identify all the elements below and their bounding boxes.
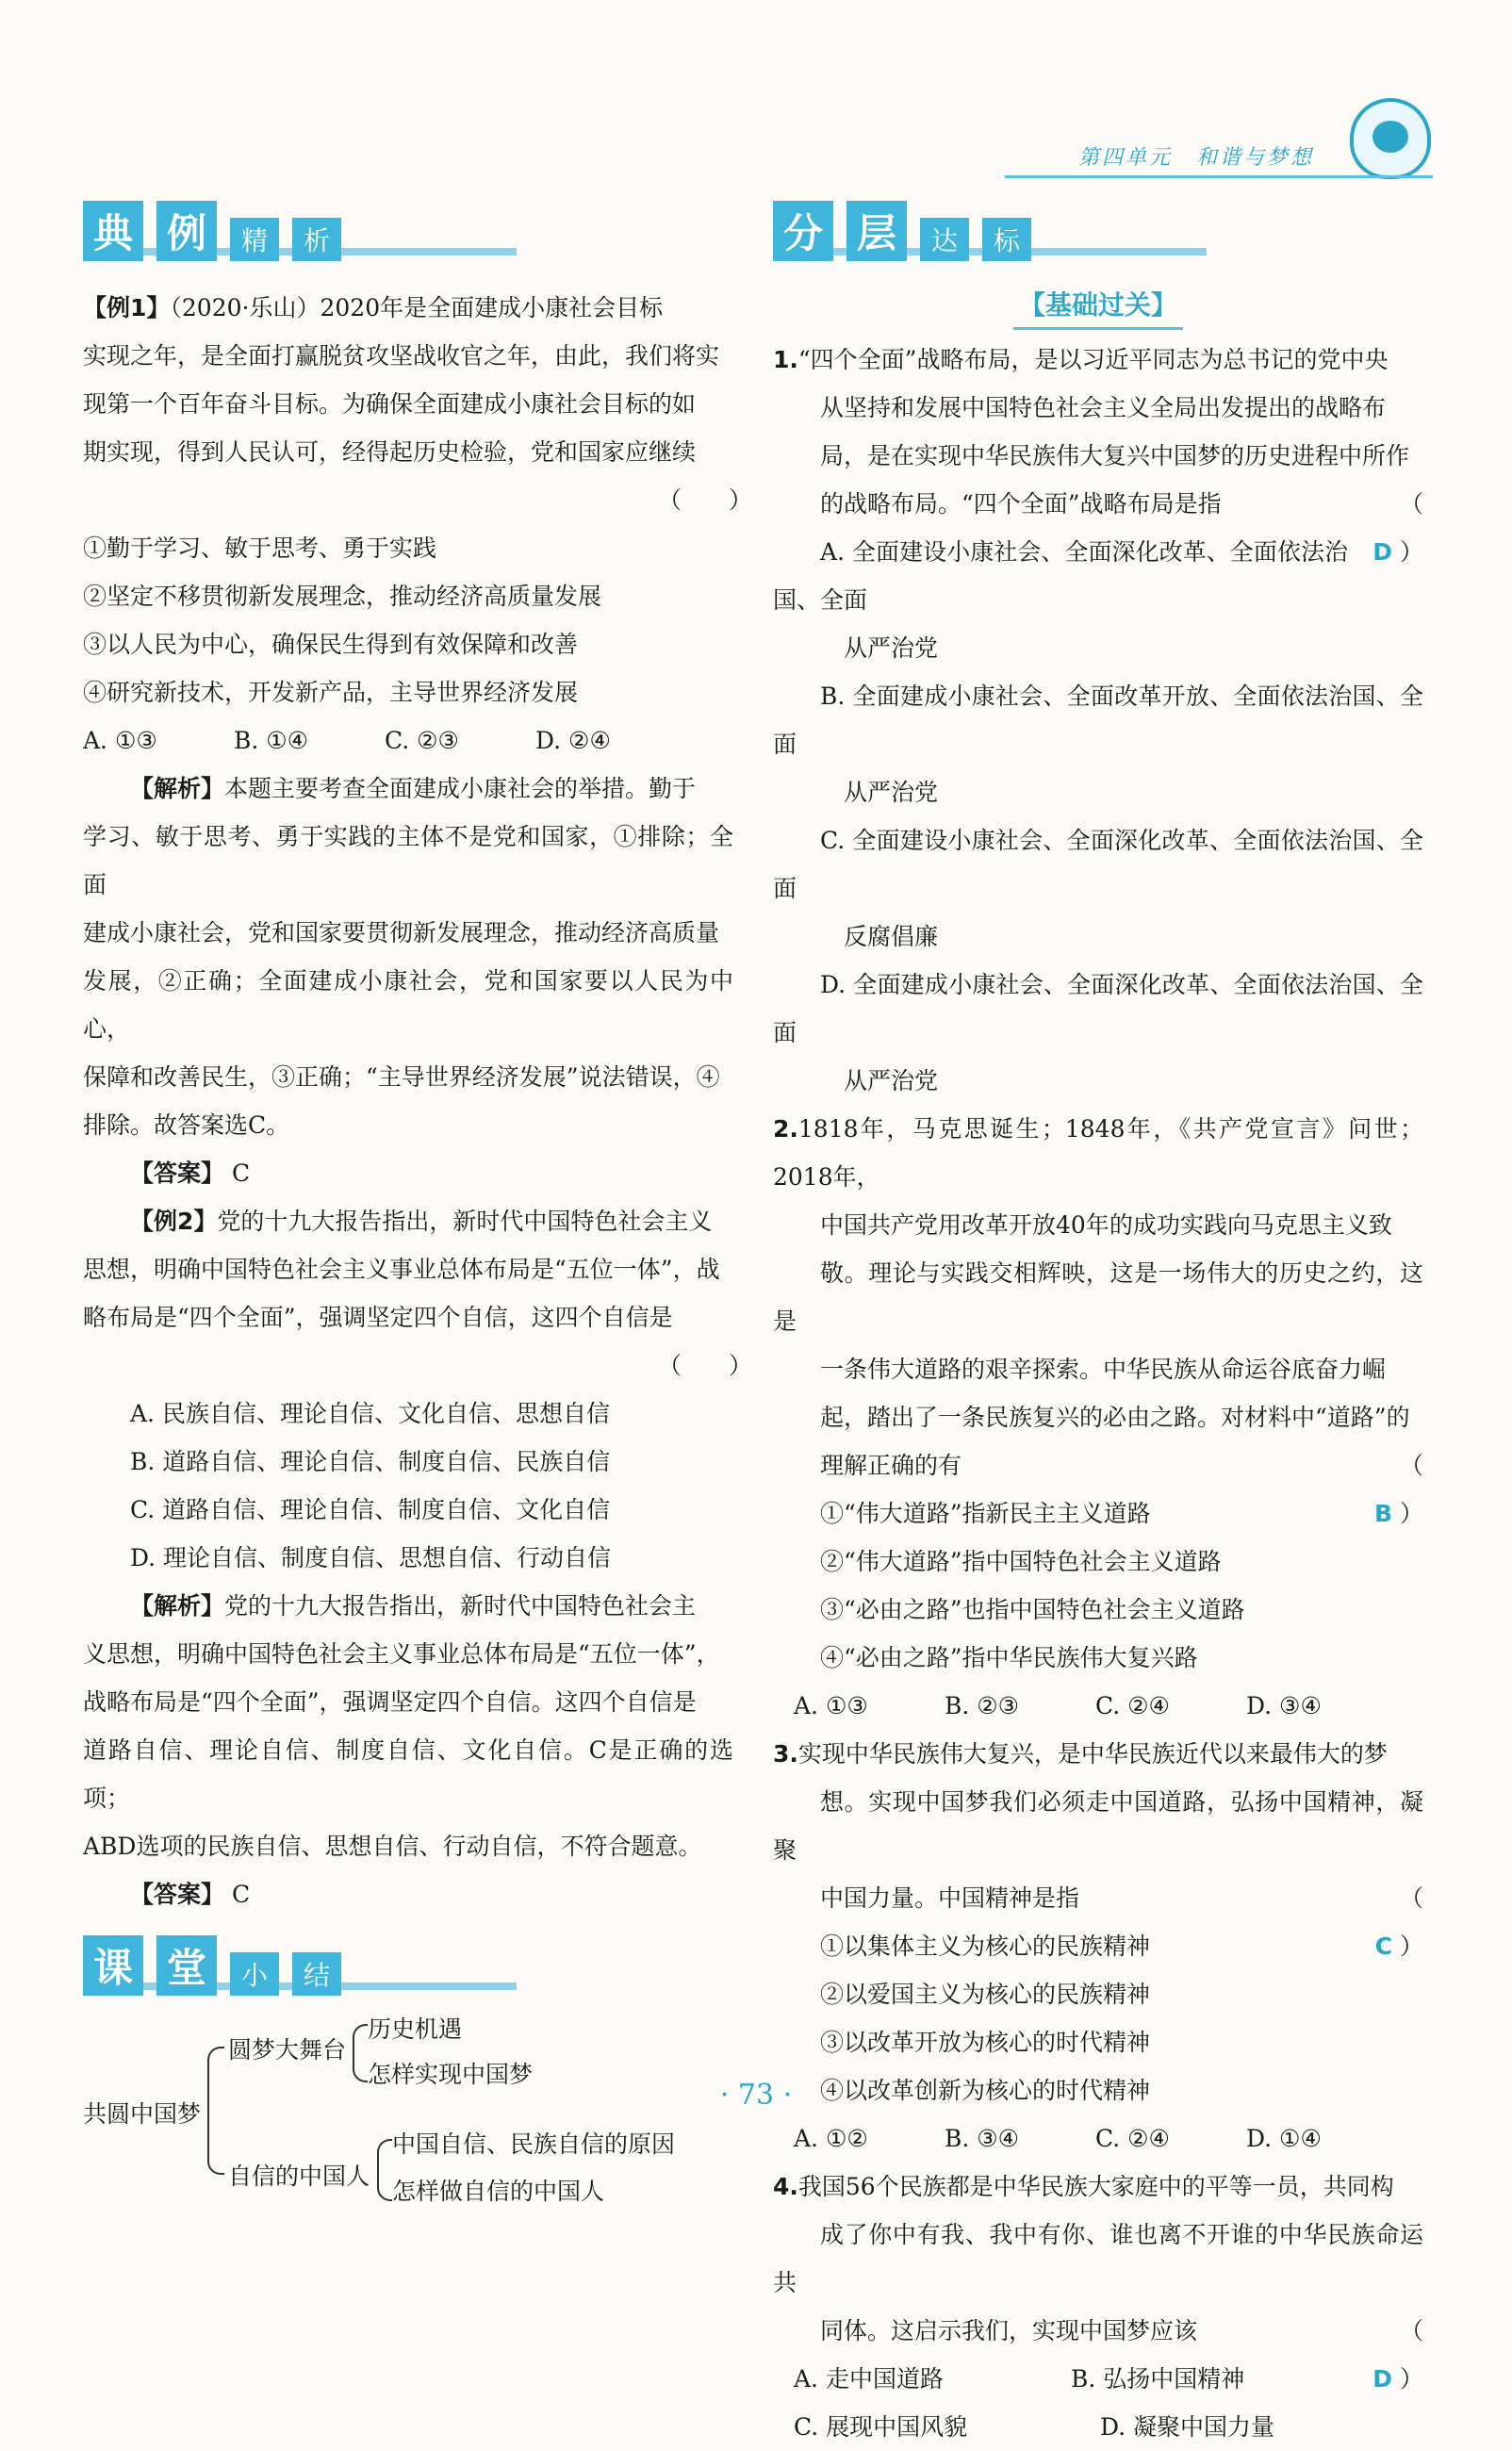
statement-item: ②“伟大道路”指中国特色社会主义道路: [820, 1548, 1222, 1575]
statement-item: ④研究新技术，开发新产品，主导世界经济发展: [83, 679, 579, 706]
analysis: 【解析】党的十九大报告指出，新时代中国特色社会主: [130, 1592, 697, 1620]
summary-leaf: 历史机遇: [368, 2015, 463, 2043]
analysis-line: ABD选项的民族自信、思想自信、行动自信，不符合题意。: [83, 1833, 702, 1860]
answer-paren: （ ）: [658, 486, 753, 514]
question-line: （ C ） 中国力量。中国精神是指: [820, 1884, 1423, 1960]
option: D. ②④: [535, 727, 611, 754]
statement-item: ④以改革创新为核心的时代精神: [820, 2077, 1151, 2104]
analysis-line: 建成小康社会，党和国家要贯彻新发展理念，推动经济高质量: [83, 919, 720, 946]
analysis-line: 战略布局是“四个全面”，强调坚定四个自信。这四个自信是: [83, 1688, 697, 1716]
summary-leaf: 怎样实现中国梦: [368, 2061, 534, 2088]
option: D. ③④: [1246, 1692, 1322, 1719]
question-line: 一条伟大道路的艰辛探索。中华民族从命运谷底奋力崛: [820, 1356, 1387, 1383]
option: B. 弘扬中国精神: [1071, 2365, 1245, 2393]
banner-char: 例: [156, 201, 217, 261]
banner-char: 小: [230, 1952, 279, 1996]
option: B. ②③: [945, 1692, 1020, 1719]
example-1-line: 实现之年，是全面打赢脱贫攻坚战收官之年，由此，我们将实: [83, 342, 720, 370]
banner-char: 层: [846, 201, 907, 261]
page-number: · 73 ·: [719, 2079, 793, 2112]
summary-branch: 圆梦大舞台: [228, 2036, 347, 2064]
option: C. 展现中国风貌: [794, 2413, 968, 2441]
example-2-line: 思想，明确中国特色社会主义事业总体布局是“五位一体”，战: [83, 1256, 720, 1283]
statement-item: ④“必由之路”指中华民族伟大复兴路: [820, 1644, 1198, 1671]
analysis-line: 义思想，明确中国特色社会主义事业总体布局是“五位一体”，: [83, 1640, 720, 1668]
analysis: 【解析】本题主要考查全面建成小康社会的举措。勤于: [130, 775, 697, 802]
statement-item: ①勤于学习、敏于思考、勇于实践: [83, 535, 437, 562]
question-2: 2.1818年，马克思诞生；1848年，《共产党宣言》问世；2018年，: [773, 1115, 1423, 1191]
question-line: 中国共产党用改革开放40年的成功实践向马克思主义致: [820, 1211, 1392, 1239]
statement-item: ③以改革开放为核心的时代精神: [820, 2029, 1151, 2056]
analysis-line: 发展，②正确；全面建成小康社会，党和国家要以人民为中心，: [83, 967, 733, 1043]
analysis-line: 学习、敏于思考、勇于实践的主体不是党和国家，①排除；全面: [83, 823, 733, 898]
banner-examples: [83, 193, 733, 261]
question-line: 敬。理论与实践交相辉映，这是一场伟大的历史之约，这是: [773, 1259, 1423, 1335]
option: C. 全面建设小康社会、全面深化改革、全面依法治国、全面: [773, 827, 1423, 902]
question-3-options: [773, 2114, 1423, 2163]
statement-item: ①以集体主义为核心的民族精神: [820, 1933, 1151, 1960]
answer-paren: （ ）: [658, 1352, 753, 1379]
banner-char: 典: [83, 201, 143, 261]
question-4-options: [773, 2355, 1348, 2403]
question-line: 从坚持和发展中国特色社会主义全局出发提出的战略布: [820, 394, 1387, 421]
banner-char: 结: [292, 1952, 341, 1996]
question-line: 成了你中有我、我中有你、谁也离不开谁的中华民族命运共: [773, 2221, 1423, 2296]
question-1: 1.“四个全面”战略布局，是以习近平同志为总书记的党中央: [773, 346, 1389, 373]
example-1-stem: 【例1】（2020·乐山）2020年是全面建成小康社会目标: [83, 294, 664, 321]
question-line: 想。实现中国梦我们必须走中国道路，弘扬中国精神，凝聚: [773, 1788, 1423, 1864]
school-emblem-icon: [1350, 98, 1431, 179]
statement-item: ②坚定不移贯彻新发展理念，推动经济高质量发展: [83, 583, 602, 610]
option: A. 走中国道路: [794, 2365, 944, 2393]
option: B. ①④: [234, 727, 309, 754]
option: A. ①②: [794, 2125, 868, 2152]
analysis-line: 保障和改善民生，③正确；“主导世界经济发展”说法错误，④: [83, 1063, 720, 1091]
option: D. 凝聚中国力量: [1100, 2413, 1275, 2441]
statement-item: ①“伟大道路”指新民主主义道路: [820, 1500, 1151, 1527]
banner-char: 课: [83, 1935, 143, 1996]
option: D. ①④: [1246, 2125, 1322, 2152]
option: C. ②③: [385, 727, 459, 754]
option: B. 道路自信、理论自信、制度自信、民族自信: [130, 1448, 611, 1475]
question-4-options: [773, 2403, 1423, 2451]
option: A. ①③: [794, 1692, 868, 1719]
question-2-options: [773, 1682, 1423, 1730]
question-line: （ D ） 同体。这启示我们，实现中国梦应该: [820, 2317, 1423, 2393]
banner-char: 标: [982, 218, 1031, 261]
summary-branch: 自信的中国人: [228, 2163, 370, 2190]
right-column: [773, 193, 1423, 2451]
option: 从严治党: [844, 634, 939, 662]
option: 反腐倡廉: [844, 923, 939, 950]
option: C. ②④: [1095, 2125, 1170, 2152]
banner-practice: [773, 193, 1423, 261]
example-1-line: 期实现，得到人民认可，经得起历史检验，党和国家应继续: [83, 438, 697, 466]
unit-title: 第四单元 和谐与梦想: [1077, 146, 1314, 170]
banner-char: 析: [292, 218, 341, 261]
option: A. ①③: [83, 727, 157, 754]
question-line: 起，踏出了一条民族复兴的必由之路。对材料中“道路”的: [820, 1404, 1410, 1431]
option: C. 道路自信、理论自信、制度自信、文化自信: [130, 1496, 611, 1523]
banner-summary: [83, 1928, 733, 1996]
statement-item: ③以人民为中心，确保民生得到有效保障和改善: [83, 631, 579, 658]
option: 从严治党: [844, 779, 939, 806]
option: A. 民族自信、理论自信、文化自信、思想自信: [130, 1400, 610, 1427]
section-heading: 【基础过关】: [773, 284, 1423, 330]
statement-item: ③“必由之路”也指中国特色社会主义道路: [820, 1596, 1245, 1623]
summary-root: 共圆中国梦: [83, 2100, 202, 2128]
answer: 【答案】 C: [130, 1160, 251, 1187]
example-1-line: 现第一个百年奋斗目标。为确保全面建成小康社会目标的如: [83, 390, 697, 418]
answer: 【答案】 C: [130, 1881, 251, 1908]
summary-diagram: [83, 2015, 733, 2226]
question-3: 3.实现中华民族伟大复兴，是中华民族近代以来最伟大的梦: [773, 1740, 1388, 1768]
option: D. 理论自信、制度自信、思想自信、行动自信: [130, 1544, 612, 1571]
banner-char: 堂: [156, 1935, 217, 1996]
option: B. 全面建成小康社会、全面改革开放、全面依法治国、全面: [773, 683, 1423, 758]
left-column: [83, 193, 753, 2226]
option: D. 全面建成小康社会、全面深化改革、全面依法治国、全面: [773, 971, 1423, 1046]
summary-leaf: 中国自信、民族自信的原因: [392, 2130, 676, 2158]
option: A. 全面建设小康社会、全面深化改革、全面依法治国、全面: [773, 538, 1348, 614]
example-1-options: [83, 716, 733, 765]
summary-leaf: 怎样做自信的中国人: [392, 2178, 605, 2205]
analysis-line: 道路自信、理论自信、制度自信、文化自信。C是正确的选项；: [83, 1736, 733, 1812]
question-line: （ D ） 的战略布局。“四个全面”战略布局是指: [820, 490, 1423, 566]
statement-item: ②以爱国主义为核心的民族精神: [820, 1981, 1151, 2008]
question-line: 局，是在实现中华民族伟大复兴中国梦的历史进程中所作: [820, 442, 1410, 469]
example-2-stem: 【例2】党的十九大报告指出，新时代中国特色社会主义: [130, 1208, 713, 1235]
option: C. ②④: [1095, 1692, 1170, 1719]
banner-char: 分: [773, 201, 833, 261]
analysis-line: 排除。故答案选C。: [83, 1111, 290, 1139]
example-2-line: 略布局是“四个全面”，强调坚定四个自信，这四个自信是: [83, 1304, 673, 1331]
banner-char: 达: [920, 218, 969, 261]
question-line: （ B ） 理解正确的有: [820, 1452, 1423, 1527]
option: B. ③④: [945, 2125, 1020, 2152]
header-rule: [1005, 175, 1433, 178]
banner-char: 精: [230, 218, 279, 261]
question-4: 4.我国56个民族都是中华民族大家庭中的平等一员，共同构: [773, 2173, 1394, 2200]
option: 从严治党: [844, 1067, 939, 1094]
